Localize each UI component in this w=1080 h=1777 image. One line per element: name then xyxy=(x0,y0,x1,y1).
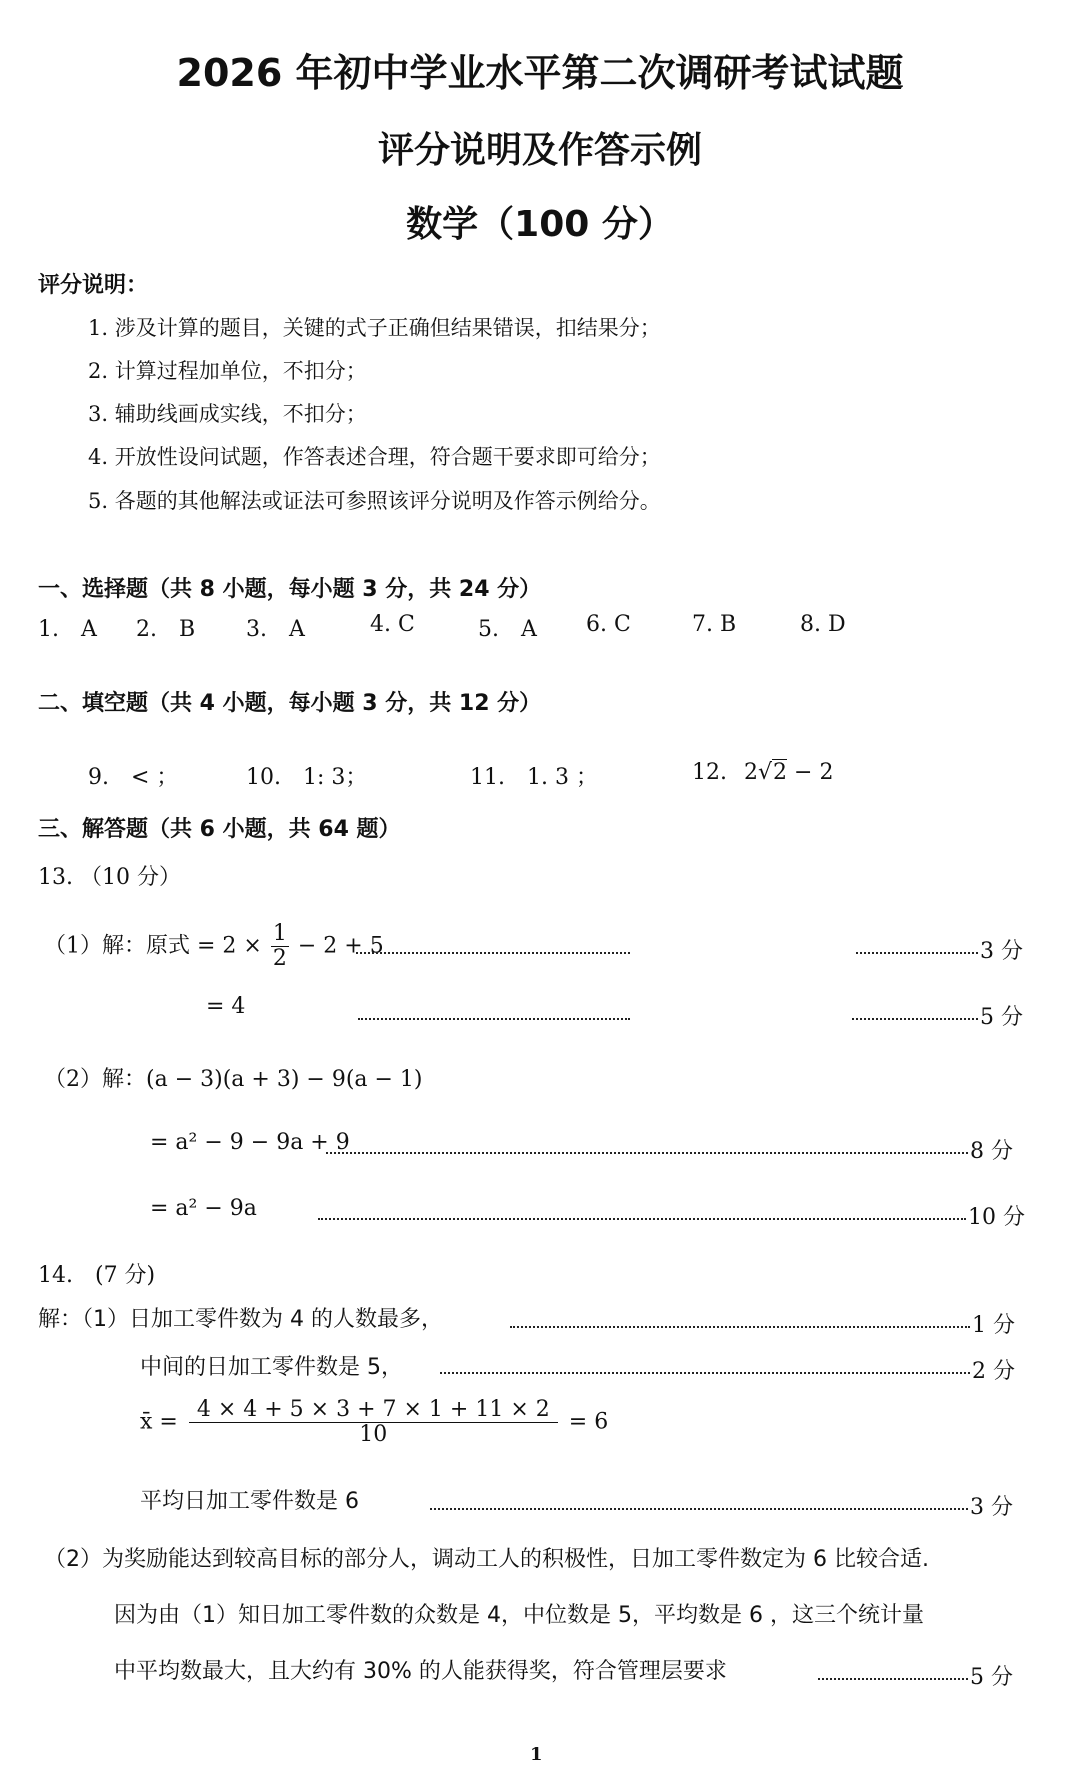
q13-p1-label: （1）解：原式 = 2 × xyxy=(44,933,262,959)
mean-fraction xyxy=(189,1398,558,1447)
fraction-numerator: 1 xyxy=(272,921,287,946)
page-number: 1 xyxy=(530,1744,543,1765)
answer-5: 5. A xyxy=(478,617,537,642)
dot-leader xyxy=(356,952,630,954)
answer-1: 1. A xyxy=(38,617,97,642)
dot-leader xyxy=(326,1152,968,1154)
scoring-notes-heading: 评分说明： xyxy=(38,273,149,298)
q14-score3: 3 分 xyxy=(970,1495,1013,1520)
scoring-note-2: 2. 计算过程加单位，不扣分； xyxy=(88,359,367,383)
q14-score4: 5 分 xyxy=(970,1665,1013,1690)
subject-title: 数学（100 分） xyxy=(406,204,674,245)
section2-heading: 二、填空题（共 4 小题，每小题 3 分，共 12 分） xyxy=(38,691,542,716)
dot-leader xyxy=(510,1326,970,1328)
q14-p2-line1: （2）为奖励能达到较高目标的部分人，调动工人的积极性，日加工零件数定为 6 比较合适. xyxy=(44,1547,929,1572)
q14-score2: 2 分 xyxy=(972,1359,1015,1384)
answer-4: 4. C xyxy=(370,612,415,637)
dot-leader xyxy=(856,952,978,954)
answer-10: 10. 1: 3； xyxy=(246,765,368,790)
scoring-note-3: 3. 辅助线画成实线，不扣分； xyxy=(88,402,367,426)
q13-p2-label: （2）解： xyxy=(44,1067,146,1092)
q14-line3: 平均日加工零件数是 6 xyxy=(140,1489,359,1514)
answer-6: 6. C xyxy=(586,612,631,637)
q13-p1-line1 xyxy=(44,922,384,971)
q13-p1-fraction xyxy=(271,922,289,971)
q13-p1-score2: 5 分 xyxy=(980,1005,1023,1030)
answer-12 xyxy=(692,760,833,785)
dot-leader xyxy=(358,1018,630,1020)
q14-p2-line2: 因为由（1）知日加工零件数的众数是 4，中位数是 5，平均数是 6 ，这三个统计量 xyxy=(114,1603,924,1628)
q14-p2-line3: 中平均数最大，且大约有 30% 的人能获得奖，符合管理层要求 xyxy=(114,1659,727,1684)
answer-12-label: 12. xyxy=(692,760,727,785)
section3-heading: 三、解答题（共 6 小题，共 64 题） xyxy=(38,817,401,842)
scoring-note-1: 1. 涉及计算的题目，关键的式子正确但结果错误，扣结果分； xyxy=(88,316,661,340)
answer-7: 7. B xyxy=(692,612,737,637)
q13-p2-line2: = a² − 9 − 9a + 9 xyxy=(150,1130,350,1155)
q13-p2-score2: 10 分 xyxy=(968,1205,1025,1230)
q13-p2-line3: = a² − 9a xyxy=(150,1196,257,1221)
dot-leader xyxy=(818,1678,968,1680)
answer-8: 8. D xyxy=(800,612,846,637)
answer-9: 9. < ； xyxy=(88,765,179,790)
answer-2: 2. B xyxy=(136,617,196,642)
dot-leader xyxy=(318,1218,966,1220)
q13-p1-score1: 3 分 xyxy=(980,939,1023,964)
exam-subtitle: 评分说明及作答示例 xyxy=(377,130,702,171)
exam-title: 2026 年初中学业水平第二次调研考试试题 xyxy=(176,51,904,95)
scoring-note-5: 5. 各题的其他解法或证法可参照该评分说明及作答示例给分。 xyxy=(88,489,661,513)
answer-12-coef: 2 xyxy=(744,760,758,785)
q14-line2: 中间的日加工零件数是 5， xyxy=(140,1355,403,1380)
sqrt-symbol: √ xyxy=(758,760,773,785)
scoring-note-4: 4. 开放性设问试题，作答表述合理，符合题干要求即可给分； xyxy=(88,445,661,469)
q13-p2-score1: 8 分 xyxy=(970,1139,1013,1164)
q14-label: 14. (7 分) xyxy=(38,1263,156,1288)
q14-score1: 1 分 xyxy=(972,1313,1015,1338)
answer-3: 3. A xyxy=(246,617,305,642)
q14-mean-formula xyxy=(140,1398,608,1447)
q13-p1-line2: = 4 xyxy=(206,994,246,1019)
fraction-denominator: 10 xyxy=(359,1422,388,1448)
answer-11: 11. 1. 3 ； xyxy=(470,765,598,790)
dot-leader xyxy=(852,1018,978,1020)
section1-heading: 一、选择题（共 8 小题，每小题 3 分，共 24 分） xyxy=(38,577,542,602)
fraction-numerator: 4 × 4 + 5 × 3 + 7 × 1 + 11 × 2 xyxy=(189,1398,558,1423)
dot-leader xyxy=(440,1372,970,1374)
q14-line1: 解：（1）日加工零件数为 4 的人数最多， xyxy=(38,1307,443,1332)
q13-p2-expr: (a − 3)(a + 3) − 9(a − 1) xyxy=(146,1067,423,1092)
q13-p2-line1 xyxy=(44,1062,423,1093)
mean-rhs: = 6 xyxy=(568,1409,609,1435)
answer-12-radicand: 2 xyxy=(773,760,788,785)
mean-lhs: x̄ = xyxy=(140,1409,178,1435)
fraction-denominator: 2 xyxy=(272,946,287,972)
q13-p1-rest: − 2 + 5 xyxy=(297,933,384,959)
dot-leader xyxy=(430,1508,968,1510)
q13-label: 13. （10 分） xyxy=(38,865,181,890)
answer-12-rest: − 2 xyxy=(794,760,834,785)
